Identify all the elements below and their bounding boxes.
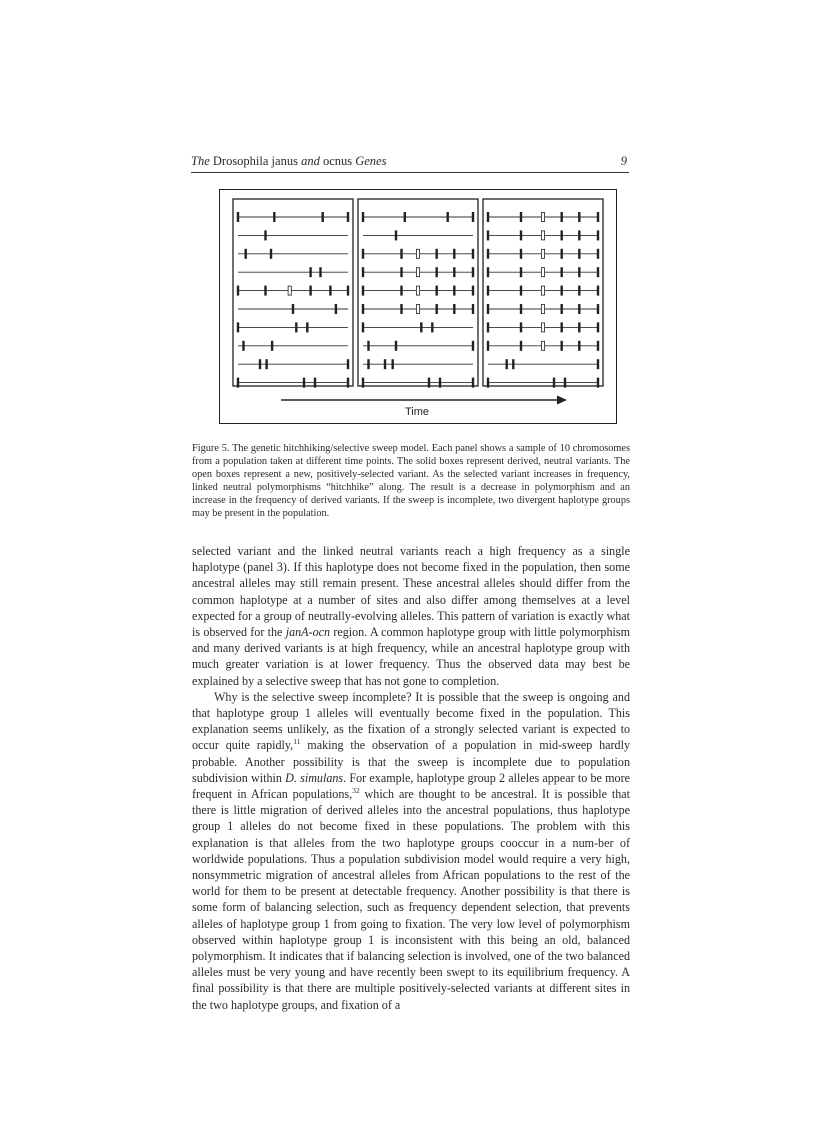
derived-variant-mark xyxy=(392,359,394,369)
derived-variant-mark xyxy=(347,212,349,222)
derived-variant-mark xyxy=(520,267,522,277)
derived-variant-mark xyxy=(329,286,331,296)
derived-variant-mark xyxy=(506,359,508,369)
derived-variant-mark xyxy=(245,249,247,259)
selected-variant-mark xyxy=(541,213,544,222)
running-head-part: and xyxy=(301,154,320,168)
derived-variant-mark xyxy=(597,341,599,351)
derived-variant-mark xyxy=(436,286,438,296)
derived-variant-mark xyxy=(578,341,580,351)
derived-variant-mark xyxy=(487,322,489,332)
derived-variant-mark xyxy=(597,249,599,259)
figure-hitchhiking-diagram xyxy=(219,189,617,424)
derived-variant-mark xyxy=(561,249,563,259)
derived-variant-mark xyxy=(237,322,239,332)
running-head-part: The xyxy=(191,154,210,168)
derived-variant-mark xyxy=(395,230,397,240)
derived-variant-mark xyxy=(347,378,349,388)
derived-variant-mark xyxy=(597,267,599,277)
derived-variant-mark xyxy=(295,322,297,332)
paragraph-2 xyxy=(192,689,630,1013)
derived-variant-mark xyxy=(597,378,599,388)
figure-svg xyxy=(219,189,617,424)
derived-variant-mark xyxy=(309,286,311,296)
citation-superscript: 11 xyxy=(293,737,301,747)
derived-variant-mark xyxy=(520,322,522,332)
derived-variant-mark xyxy=(259,359,261,369)
text-run: which are thought to be ancestral. It is possible that there is little migration of derived alleles into the ancestral populations, thus haplotype group 1 alleles do not become fixed in these populations. The problem with this explanation is that alleles from the two haplotype groups cooccur in a num-ber of worldwide populations. Thus a population subdivision model would require a very high, nonsymmetric migration of ancestral alleles from African populations to the rest of the world for them to be present at detectable frequency. Another possibility is that there is some form of balancing selection, such as frequency dependent selection, that prevents alleles of haplotype group 1 from going to fixation. The very low level of polymorphism observed within haplotype group 1 is inconsistent with this being an old, balanced polymorphism. It indicates that if balancing selection is involved, one of the two balanced alleles must be very young and have recently been swept to its equilibrium frequency. A final possibility is that there are multiple positively-selected variants at different sites in the two haplotype groups, and fixation of a xyxy=(192,787,630,1012)
text-run: region. A common haplotype group with little polymorphism and many derived variants is at high frequency, while an ancestral haplotype group with much greater variation is at lower frequency. Thus the observed data may best be explained by a selective sweep that has not gone to completion. xyxy=(192,625,630,688)
derived-variant-mark xyxy=(487,230,489,240)
selected-variant-mark xyxy=(416,268,419,277)
derived-variant-mark xyxy=(395,341,397,351)
derived-variant-mark xyxy=(578,249,580,259)
derived-variant-mark xyxy=(362,212,364,222)
derived-variant-mark xyxy=(561,286,563,296)
derived-variant-mark xyxy=(322,212,324,222)
derived-variant-mark xyxy=(561,341,563,351)
citation-superscript: 32 xyxy=(352,786,360,796)
derived-variant-mark xyxy=(487,304,489,314)
derived-variant-mark xyxy=(472,267,474,277)
text-run: D. simulans xyxy=(285,770,344,785)
derived-variant-mark xyxy=(439,378,441,388)
derived-variant-mark xyxy=(314,378,316,388)
selected-variant-mark xyxy=(541,341,544,350)
derived-variant-mark xyxy=(578,322,580,332)
text-run: selected variant and the linked neutral variants reach a high frequency as a single haplotype (panel 3). If this haplotype does not become fixed in the population, then some ancestral alleles may still remain present. These ancestral alleles should differ from the common haplotype at a number of sites and also differ among themselves at a level expected for a group of neutrally-evolving alleles. This pattern of variation is exactly what is observed for the xyxy=(192,544,630,640)
running-head xyxy=(191,154,629,173)
derived-variant-mark xyxy=(400,267,402,277)
derived-variant-mark xyxy=(520,286,522,296)
derived-variant-mark xyxy=(453,286,455,296)
derived-variant-mark xyxy=(347,359,349,369)
derived-variant-mark xyxy=(553,378,555,388)
derived-variant-mark xyxy=(472,212,474,222)
derived-variant-mark xyxy=(561,212,563,222)
derived-variant-mark xyxy=(428,378,430,388)
derived-variant-mark xyxy=(578,212,580,222)
selected-variant-mark xyxy=(541,249,544,258)
derived-variant-mark xyxy=(597,322,599,332)
derived-variant-mark xyxy=(431,322,433,332)
derived-variant-mark xyxy=(271,341,273,351)
text-run: making the observation of a population in mid-sweep hardly probable. Another possibility is that the sweep is incomplete due to population subdivision within xyxy=(192,738,630,785)
time-label: Time xyxy=(404,406,430,418)
derived-variant-mark xyxy=(400,249,402,259)
derived-variant-mark xyxy=(487,249,489,259)
derived-variant-mark xyxy=(520,304,522,314)
derived-variant-mark xyxy=(362,249,364,259)
derived-variant-mark xyxy=(384,359,386,369)
derived-variant-mark xyxy=(487,267,489,277)
selected-variant-mark xyxy=(541,323,544,332)
derived-variant-mark xyxy=(436,267,438,277)
derived-variant-mark xyxy=(309,267,311,277)
derived-variant-mark xyxy=(264,230,266,240)
text-run: janA-ocn xyxy=(285,625,331,640)
derived-variant-mark xyxy=(561,267,563,277)
selected-variant-mark xyxy=(541,268,544,277)
derived-variant-mark xyxy=(472,286,474,296)
derived-variant-mark xyxy=(512,359,514,369)
derived-variant-mark xyxy=(578,267,580,277)
derived-variant-mark xyxy=(487,378,489,388)
derived-variant-mark xyxy=(400,286,402,296)
derived-variant-mark xyxy=(472,378,474,388)
derived-variant-mark xyxy=(597,359,599,369)
text-run: . For example, haplotype group 2 alleles appear to be more frequent in African populations, xyxy=(192,770,630,802)
derived-variant-mark xyxy=(487,286,489,296)
derived-variant-mark xyxy=(367,341,369,351)
derived-variant-mark xyxy=(447,212,449,222)
selected-variant-mark xyxy=(541,231,544,240)
selected-variant-mark xyxy=(416,305,419,314)
selected-variant-mark xyxy=(288,286,291,295)
derived-variant-mark xyxy=(347,286,349,296)
derived-variant-mark xyxy=(597,286,599,296)
derived-variant-mark xyxy=(362,267,364,277)
derived-variant-mark xyxy=(453,304,455,314)
derived-variant-mark xyxy=(487,212,489,222)
derived-variant-mark xyxy=(561,304,563,314)
derived-variant-mark xyxy=(270,249,272,259)
derived-variant-mark xyxy=(237,378,239,388)
derived-variant-mark xyxy=(472,304,474,314)
derived-variant-mark xyxy=(303,378,305,388)
derived-variant-mark xyxy=(520,230,522,240)
derived-variant-mark xyxy=(265,359,267,369)
derived-variant-mark xyxy=(319,267,321,277)
derived-variant-mark xyxy=(561,230,563,240)
derived-variant-mark xyxy=(362,286,364,296)
derived-variant-mark xyxy=(597,304,599,314)
running-head-part: ocnus xyxy=(319,154,356,168)
derived-variant-mark xyxy=(242,341,244,351)
figure-caption: Figure 5. The genetic hitchhiking/selective sweep model. Each panel shows a sample of 10 chromosomes from a population taken at different time points. The solid boxes represent derived, neutral variants. The open boxes represent a new, positively-selected variant. As the selected variant increases in frequency, linked neutral polymorphisms “hitchhike” along. The result is a decrease in polymorphism and an increase in the frequency of derived variants. If the sweep is incomplete, two divergent haplotype groups may be present in the population. xyxy=(192,443,630,519)
derived-variant-mark xyxy=(520,249,522,259)
derived-variant-mark xyxy=(335,304,337,314)
derived-variant-mark xyxy=(362,378,364,388)
running-head-part: Drosophila janus xyxy=(209,154,302,168)
derived-variant-mark xyxy=(367,359,369,369)
derived-variant-mark xyxy=(436,249,438,259)
derived-variant-mark xyxy=(597,212,599,222)
selected-variant-mark xyxy=(541,305,544,314)
derived-variant-mark xyxy=(578,304,580,314)
derived-variant-mark xyxy=(264,286,266,296)
derived-variant-mark xyxy=(520,341,522,351)
selected-variant-mark xyxy=(416,286,419,295)
derived-variant-mark xyxy=(400,304,402,314)
derived-variant-mark xyxy=(487,341,489,351)
paragraph-1 xyxy=(192,543,630,689)
body-text xyxy=(192,543,630,1013)
running-head-part: Genes xyxy=(355,154,387,168)
derived-variant-mark xyxy=(453,267,455,277)
derived-variant-mark xyxy=(436,304,438,314)
derived-variant-mark xyxy=(564,378,566,388)
derived-variant-mark xyxy=(237,212,239,222)
text-run: Why is the selective sweep incomplete? It is possible that the sweep is ongoing and that haplotype group 1 alleles will eventually become fixed in the population. This explanation seems unlikely, as the fixation of a strongly selected variant is expected to occur quite rapidly, xyxy=(192,689,630,753)
derived-variant-mark xyxy=(237,286,239,296)
derived-variant-mark xyxy=(273,212,275,222)
derived-variant-mark xyxy=(453,249,455,259)
derived-variant-mark xyxy=(472,249,474,259)
derived-variant-mark xyxy=(362,322,364,332)
selected-variant-mark xyxy=(416,249,419,258)
derived-variant-mark xyxy=(404,212,406,222)
derived-variant-mark xyxy=(472,341,474,351)
derived-variant-mark xyxy=(362,304,364,314)
selected-variant-mark xyxy=(541,286,544,295)
panel-1-frame xyxy=(233,199,353,386)
page-number: 9 xyxy=(620,154,627,168)
derived-variant-mark xyxy=(520,212,522,222)
derived-variant-mark xyxy=(292,304,294,314)
derived-variant-mark xyxy=(306,322,308,332)
running-head-title xyxy=(191,154,386,169)
derived-variant-mark xyxy=(578,230,580,240)
derived-variant-mark xyxy=(597,230,599,240)
derived-variant-mark xyxy=(420,322,422,332)
derived-variant-mark xyxy=(561,322,563,332)
derived-variant-mark xyxy=(578,286,580,296)
